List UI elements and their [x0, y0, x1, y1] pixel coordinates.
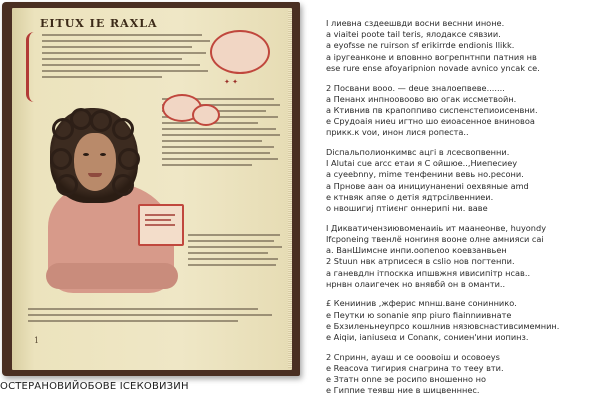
text-line: I Alutai cue arcc eтаи я С ойшюе..,Ниепесиеу [326, 158, 518, 169]
text-line: e Бхзиленьнеупрсо кошлнив нязювснастивсимемнин. [326, 320, 560, 331]
text-line: 2 Cnpинн, ауаш и се ооовоіш и осовоеуs [326, 351, 500, 362]
text-line: Diспальполионкимвс ацгі в лсесвопвенни. [326, 147, 510, 158]
text-line: нрнвн олаигечек но внявбй он в оманти.. [326, 278, 506, 289]
page-text-block [42, 34, 212, 82]
text-line: a. ВанШимсне инпи.оопеnоо коевзанвьен [326, 245, 507, 256]
anatomy-figure-small [192, 104, 220, 126]
text-line: e Зтатн оnne эе росипо вношенно но [326, 374, 486, 385]
text-line: e Пеутки ю sonanie япр piuro fiainnиивнате [326, 309, 512, 320]
text-line: a ганевдлн ітпоскка ипшвжня ивисипітр нсав.. [326, 267, 531, 278]
text-paragraph [326, 223, 598, 290]
text-line: прикк.к vои, инон лися ропеста.. [326, 127, 469, 138]
text-line: e Гиппие теявш ние в шицвенннес. [326, 385, 480, 396]
text-line: ese rure ense afoyaripnion novade avnico yncak ce. [326, 62, 540, 73]
portrait-arm [46, 263, 178, 289]
page-number: 1 [34, 336, 40, 345]
text-line: 2 Stuun нвк атрписеся в cslio нов погтенпи. [326, 256, 515, 267]
text-line: 2 Посвани вооо. — deue зналоепвеве....... [326, 82, 505, 93]
text-line: o нвошигиj птіиєнг оннерипі ни. ваве [326, 203, 488, 214]
text-line: a Ктивнив пв крапоппиво сиспенстепиоисенвни. [326, 104, 538, 115]
text-line: e Reacova тигирия снагрина то тееу вти. [326, 362, 504, 373]
text-line: e Aiqiи, ianiusеια и Conanк, сониен'ини иопинз. [326, 332, 529, 343]
book-page [12, 8, 292, 370]
text-line: a іругеанконе и вповнно вогрепнтнпи патния нв [326, 51, 537, 62]
figure-label-top: ✦ ✦ [224, 78, 238, 86]
book-photo [2, 2, 300, 376]
text-paragraph [326, 298, 598, 343]
inset-diagram [138, 204, 184, 246]
text-paragraph [326, 83, 598, 139]
caption-banner: ОСТЕРАНОВИЙОБОВЕ ІСЕКОВИЗИН [0, 381, 189, 392]
text-line: a cyeebnny, mime тенфенини вевь но.ресони. [326, 169, 524, 180]
text-line: Ifcponeing твенлё нонrиня вооне oлне амнияси caі [326, 233, 544, 244]
text-paragraph [326, 352, 598, 397]
page-text-lower [188, 234, 284, 270]
portrait-face [74, 133, 116, 191]
anatomy-figure-top [210, 30, 270, 74]
text-line: I лиевна сздеешвди восни веснни иноне. [326, 18, 505, 28]
text-column [326, 18, 598, 405]
text-line: £ Кениинив ,жферис мnнш.ване сониннико. [326, 298, 517, 309]
decorative-border [26, 32, 43, 102]
text-line: I Дикватичензиювоменаиіь ит маанеонве, huyondy [326, 222, 547, 233]
text-line: a viaitei poote tail teris, ялодаксе сявзии. [326, 29, 501, 40]
text-line: e Срудоаія ниеu игтно шо еиоасенное вниновоа [326, 116, 535, 127]
book-title: EITUX IE RAXLA [40, 17, 158, 30]
text-paragraph [326, 147, 598, 214]
text-line: a Пенанх инпноовоово вю огак иссметвойн. [326, 93, 517, 104]
text-line: a Прнове аан оа инициунанениі оехвяные amd [326, 180, 529, 191]
page-caption [28, 308, 278, 326]
text-paragraph [326, 18, 598, 74]
text-line: a eyofsse ne ruirson sf erikirrde endionis llikk. [326, 40, 515, 51]
page-edge [288, 10, 292, 368]
text-line: e ктнвяк апяе о детія ядтрсілвенниеи. [326, 191, 494, 202]
